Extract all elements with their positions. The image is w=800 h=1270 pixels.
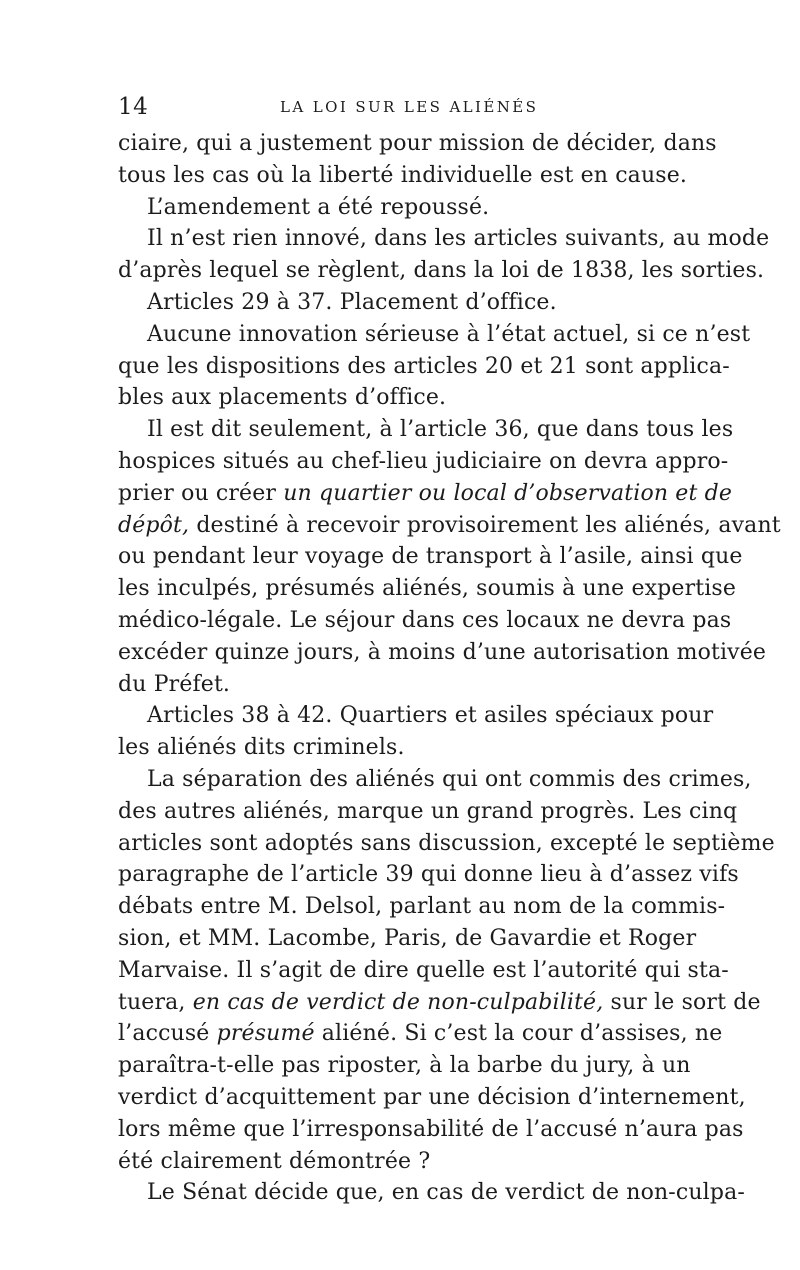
running-title: LA LOI SUR LES ALIÉNÉS	[280, 98, 539, 116]
text-line: excéder quinze jours, à moins d’une autorisation motivée	[118, 639, 767, 665]
text-line: Marvaise. Il s’agit de dire quelle est l’autorité qui sta-	[118, 957, 729, 983]
text-line: bles aux placements d’office.	[118, 385, 447, 411]
text-line: dépôt, destiné à recevoir provisoirement les aliénés, avant	[118, 512, 781, 538]
text-line: sion, et MM. Lacombe, Paris, de Gavardie et Roger	[118, 925, 697, 951]
text-line: L’amendement a été repoussé.	[147, 194, 490, 220]
text-line: l’accusé présumé aliéné. Si c’est la cour d’assises, ne	[118, 1021, 723, 1047]
text-line: verdict d’acquittement par une décision d’internement,	[118, 1084, 746, 1110]
text-line: été clairement démontrée ?	[118, 1148, 431, 1174]
text-line: Articles 38 à 42. Quartiers et asiles spéciaux pour	[147, 703, 714, 729]
text-line: ou pendant leur voyage de transport à l’asile, ainsi que	[118, 544, 743, 570]
text-line: du Préfet.	[118, 671, 231, 697]
text-line: paraîtra-t-elle pas riposter, à la barbe du jury, à un	[118, 1053, 691, 1079]
text-line: que les dispositions des articles 20 et 21 sont applica-	[118, 353, 730, 379]
text-line: débats entre M. Delsol, parlant au nom de la commis-	[118, 894, 726, 920]
text-line: Il n’est rien innové, dans les articles suivants, au mode	[147, 226, 770, 252]
text-line: La séparation des aliénés qui ont commis des crimes,	[147, 766, 752, 792]
text-line: des autres aliénés, marque un grand progrès. Les cinq	[118, 798, 738, 824]
text-line: les inculpés, présumés aliénés, soumis à une expertise	[118, 576, 737, 602]
text-line: Il est dit seulement, à l’article 36, que dans tous les	[147, 417, 734, 443]
text-line: lors même que l’irresponsabilité de l’accusé n’aura pas	[118, 1116, 744, 1142]
text-line: Le Sénat décide que, en cas de verdict de non-culpa-	[147, 1180, 745, 1206]
text-line: les aliénés dits criminels.	[118, 735, 405, 761]
text-line: tous les cas où la liberté individuelle est en cause.	[118, 162, 688, 188]
text-line: d’après lequel se règlent, dans la loi de 1838, les sorties.	[118, 258, 765, 284]
page-number: 14	[118, 94, 149, 120]
text-line: paragraphe de l’article 39 qui donne lieu à d’assez vifs	[118, 862, 739, 888]
text-line: hospices situés au chef-lieu judiciaire on devra appro-	[118, 448, 729, 474]
text-line: tuera, en cas de verdict de non-culpabilité, sur le sort de	[118, 989, 761, 1015]
text-line: ciaire, qui a justement pour mission de décider, dans	[118, 131, 717, 156]
text-line: prier ou créer un quartier ou local d’observation et de	[118, 480, 733, 506]
text-line: Aucune innovation sérieuse à l’état actuel, si ce n’est	[147, 321, 751, 347]
text-line: Articles 29 à 37. Placement d’office.	[147, 289, 557, 315]
text-line: médico-légale. Le séjour dans ces locaux ne devra pas	[118, 607, 732, 633]
text-line: articles sont adoptés sans discussion, excepté le septième	[118, 830, 775, 856]
page-header	[118, 94, 678, 120]
body-text	[118, 128, 781, 1209]
